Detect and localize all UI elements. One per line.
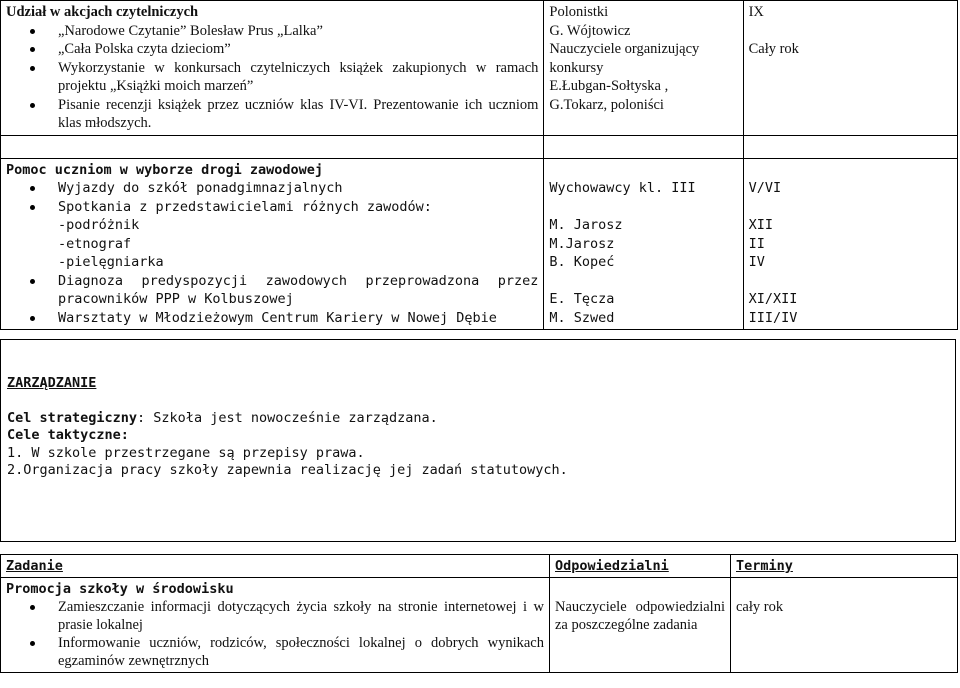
list-item: „Cała Polska czyta dzieciom” (58, 40, 538, 59)
spacer-row (1, 135, 958, 158)
term-cell (743, 158, 957, 330)
activities-table (0, 0, 958, 330)
list-item: Warsztaty w Młodzieżowym Centrum Kariery w Nowej Dębie (58, 309, 538, 328)
term-line: XII (748, 217, 773, 233)
task-cell (1, 578, 550, 673)
strategic-goal-text: : Szkoła jest nowocześnie zarządzana. (137, 409, 438, 426)
management-block (0, 339, 956, 542)
responsible-cell: Nauczyciele odpowiedzialni za poszczególne zadania (550, 578, 731, 673)
responsible-cell (544, 1, 743, 136)
responsible-line: G.Tokarz, poloniści (549, 96, 664, 113)
strategic-goal-label: Cel strategiczny (7, 409, 138, 426)
term-line: XI/XII (748, 291, 798, 307)
sub-item: -pielęgniarka (58, 254, 164, 270)
responsible-line: Nauczyciele organizujący konkursy (549, 41, 700, 76)
list-item: Diagnoza predyspozycji zawodowych przeprowadzona przez pracowników PPP w Kolbuszowej (58, 272, 539, 307)
list-item: Zamieszczanie informacji dotyczących życia szkoły na stronie internetowej i w prasie lokalnej (58, 599, 544, 633)
responsible-cell (544, 158, 743, 330)
sub-item: -etnograf (58, 235, 132, 252)
section-title: Pomoc uczniom w wyborze drogi zawodowej (6, 161, 323, 178)
tactical-goal: 2.Organizacja pracy szkoły zapewnia realizację jej zadań statutowych. (7, 462, 568, 478)
reading-actions-row (1, 1, 958, 136)
list-item: Pisanie recenzji książek przez uczniów klas IV-VI. Prezentowanie ich uczniom klas młodszych. (58, 96, 539, 131)
promotion-table (0, 554, 958, 673)
task-list (6, 22, 538, 133)
management-heading: ZARZĄDZANIE (7, 375, 97, 391)
tactical-goals-label: Cele taktyczne: (7, 427, 129, 443)
responsible-line: M. Szwed (549, 309, 615, 326)
section-title: Udział w akcjach czytelniczych (6, 4, 199, 20)
list-item: Wyjazdy do szkół ponadgimnazjalnych (58, 179, 538, 198)
term-line: III/IV (748, 309, 798, 326)
responsible-line: E.Łubgan-Sołtyska , (549, 78, 669, 94)
header-responsible: Odpowiedzialni (550, 555, 731, 578)
responsible-line: M.Jarosz (549, 235, 615, 252)
responsible-line: Wychowawcy kl. III (549, 180, 696, 196)
responsible-line: B. Kopeć (549, 254, 615, 270)
list-item-text: Spotkania z przedstawicielami różnych zawodów: (58, 198, 432, 215)
term-line: IX (748, 4, 764, 20)
list-item: Informowanie uczniów, rodziców, społeczności lokalnej o dobrych wynikach egzaminów zewnętrznych (58, 635, 544, 669)
responsible-line: G. Wójtowicz (549, 22, 631, 39)
term-cell: cały rok (731, 578, 958, 673)
task-list (6, 598, 544, 670)
list-item: Wykorzystanie w konkursach czytelniczych książek zakupionych w ramach projektu „Książki moich marzeń” (58, 59, 539, 94)
header-terms: Terminy (731, 555, 958, 578)
term-line: Cały rok (748, 40, 799, 57)
task-list (6, 179, 538, 327)
promotion-row (1, 578, 958, 673)
career-guidance-row (1, 158, 958, 330)
task-cell (1, 1, 544, 136)
term-cell (743, 1, 957, 136)
sub-item: -podróżnik (58, 217, 140, 233)
strategic-goal (7, 410, 949, 428)
responsible-line: M. Jarosz (549, 217, 623, 233)
term-line: V/VI (748, 180, 782, 196)
responsible-line: Polonistki (549, 4, 609, 20)
list-item (58, 198, 538, 272)
term-line: II (748, 235, 765, 252)
list-item: „Narodowe Czytanie” Bolesław Prus „Lalka” (58, 22, 538, 41)
header-task: Zadanie (1, 555, 550, 578)
responsible-line: E. Tęcza (549, 291, 615, 307)
section-title: Promocja szkoły w środowisku (6, 581, 234, 597)
task-cell (1, 158, 544, 330)
header-row (1, 555, 958, 578)
term-line: IV (748, 254, 765, 270)
tactical-goal: 1. W szkole przestrzegane są przepisy prawa. (7, 444, 365, 461)
